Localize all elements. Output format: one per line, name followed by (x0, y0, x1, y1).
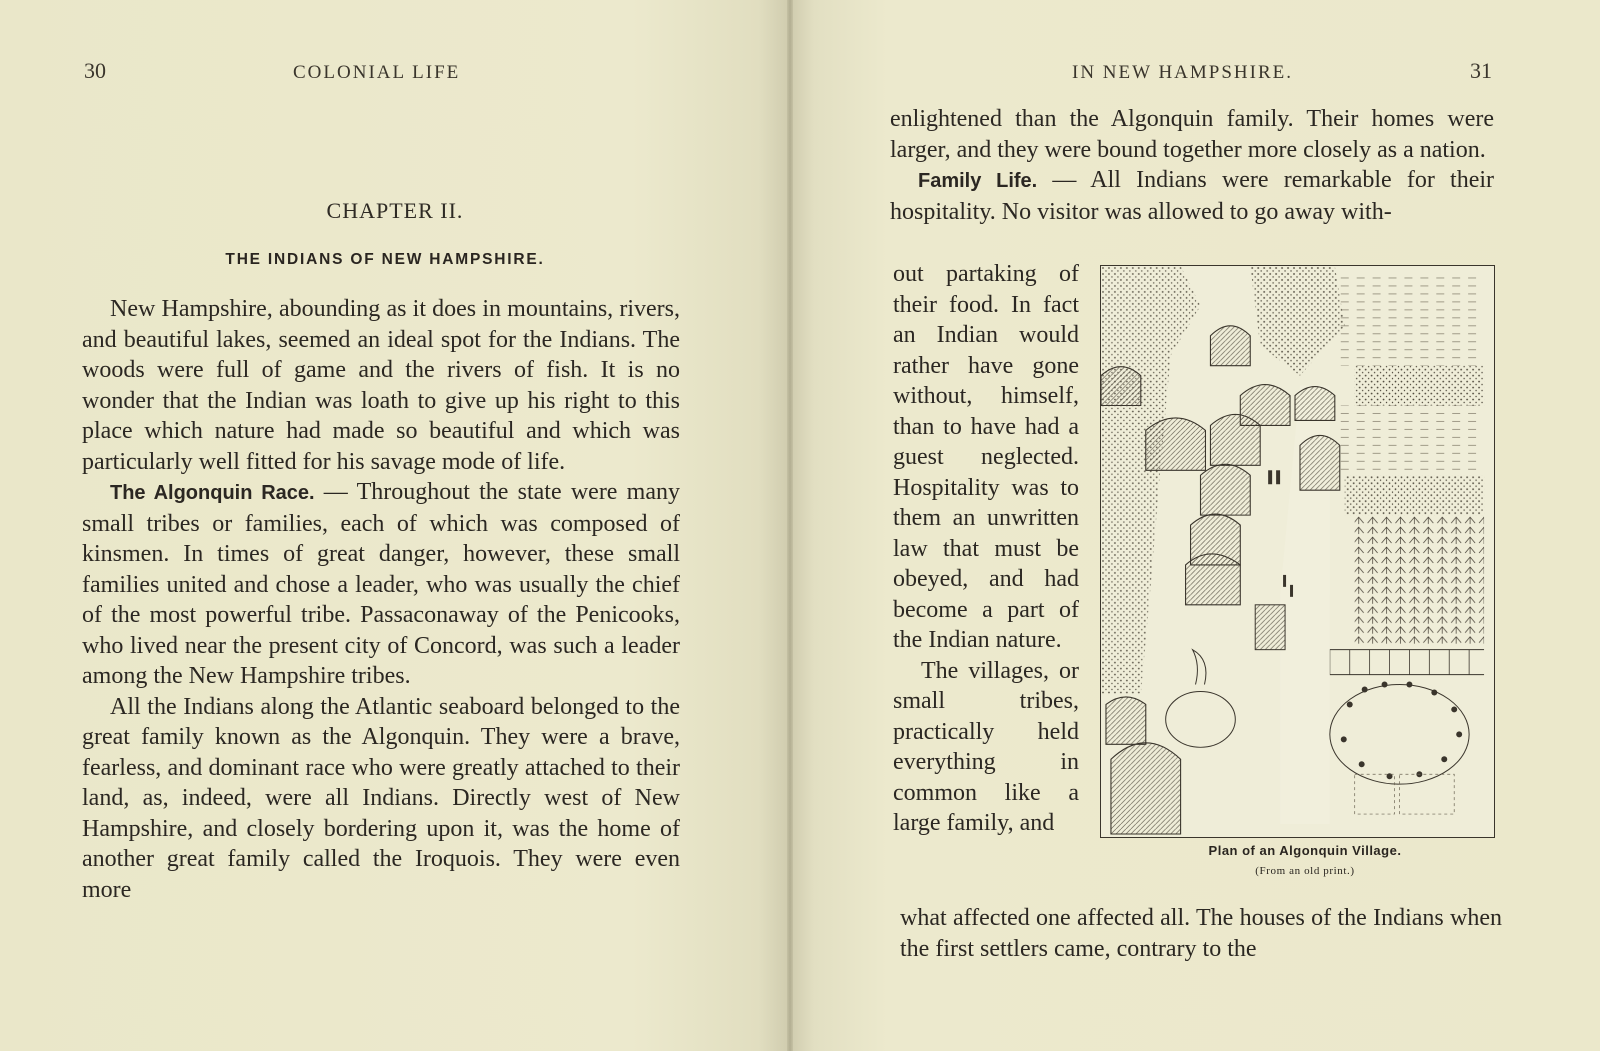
right-page-number: 31 (1470, 58, 1492, 83)
left-body-text (82, 294, 680, 905)
chapter-subtitle: THE INDIANS OF NEW HAMPSHIRE. (225, 251, 545, 268)
left-paragraph-2-text: Throughout the state were many small tribes or families, each of which was composed of kinsmen. In times of great danger, however, these small families united and chose a leader, who was usually the chief of the most powerful tribe. Passaconaway of the Penicooks, who lived near the present city of Concord, was such a leader among the New Hampshire tribes. (82, 479, 680, 689)
figure-credit: (From an old print.) (1255, 865, 1355, 877)
heading-dash: — (314, 479, 357, 505)
left-paragraph-3: All the Indians along the Atlantic seaboard belonged to the great family known as the Algonquin. They were a brave, fearless, and dominant race who were greatly attached to their land, as, indeed, were all Indians. Directly west of New Hampshire, and closely bordering upon it, was the home of another great family called the Iroquois. They were even more (82, 693, 680, 903)
right-body-text-column (893, 259, 1079, 839)
left-running-head: COLONIAL LIFE (293, 62, 461, 83)
right-paragraph-2-full-text: All Indians were remarkable for their hospitality. No visitor was allowed to go away with- (890, 167, 1495, 225)
chapter-title: CHAPTER II. (326, 198, 464, 223)
section-heading-family-life: Family Life. (918, 170, 1038, 192)
right-paragraph-2-narrow: out partaking of their food. In fact an Indian would rather have gone without, himself, than to have had a guest neglected. Hospitality was to them an unwritten law that must be obeyed, and had become a part of the Indian nature. (893, 261, 1079, 653)
left-page-number: 30 (84, 58, 106, 83)
right-body-text-bottom (900, 903, 1502, 964)
right-paragraph-2-start (890, 165, 1494, 227)
left-paragraph-1: New Hampshire, abounding as it does in mountains, rivers, and beautiful lakes, seemed an ideal spot for the Indians. The woods were full of game and the rivers of fish. It is no wonder that the Indian was loath to give up his right to this place which nature had made so beautiful and which was particularly well fitted for his savage mode of life. (82, 296, 680, 475)
right-paragraph-3-full: what affected one affected all. The houses of the Indians when the first settlers came, contrary to the (900, 905, 1502, 962)
right-paragraph-3-narrow: The villages, or small tribes, practically held everything in common like a large family, and (893, 657, 1079, 836)
book-gutter (787, 0, 793, 1051)
right-paragraph-1: enlightened than the Algonquin family. Their homes were larger, and they were bound together more closely as a nation. (890, 106, 1494, 163)
algonquin-village-illustration (1100, 265, 1495, 838)
right-running-head: IN NEW HAMPSHIRE. (1072, 62, 1294, 83)
right-body-text-top (890, 104, 1494, 227)
left-paragraph-2 (82, 477, 680, 692)
section-heading-algonquin-race: The Algonquin Race. (110, 482, 315, 504)
heading-dash: — (1037, 167, 1091, 193)
village-engraving (1101, 266, 1494, 837)
figure-caption: Plan of an Algonquin Village. (1208, 843, 1402, 858)
